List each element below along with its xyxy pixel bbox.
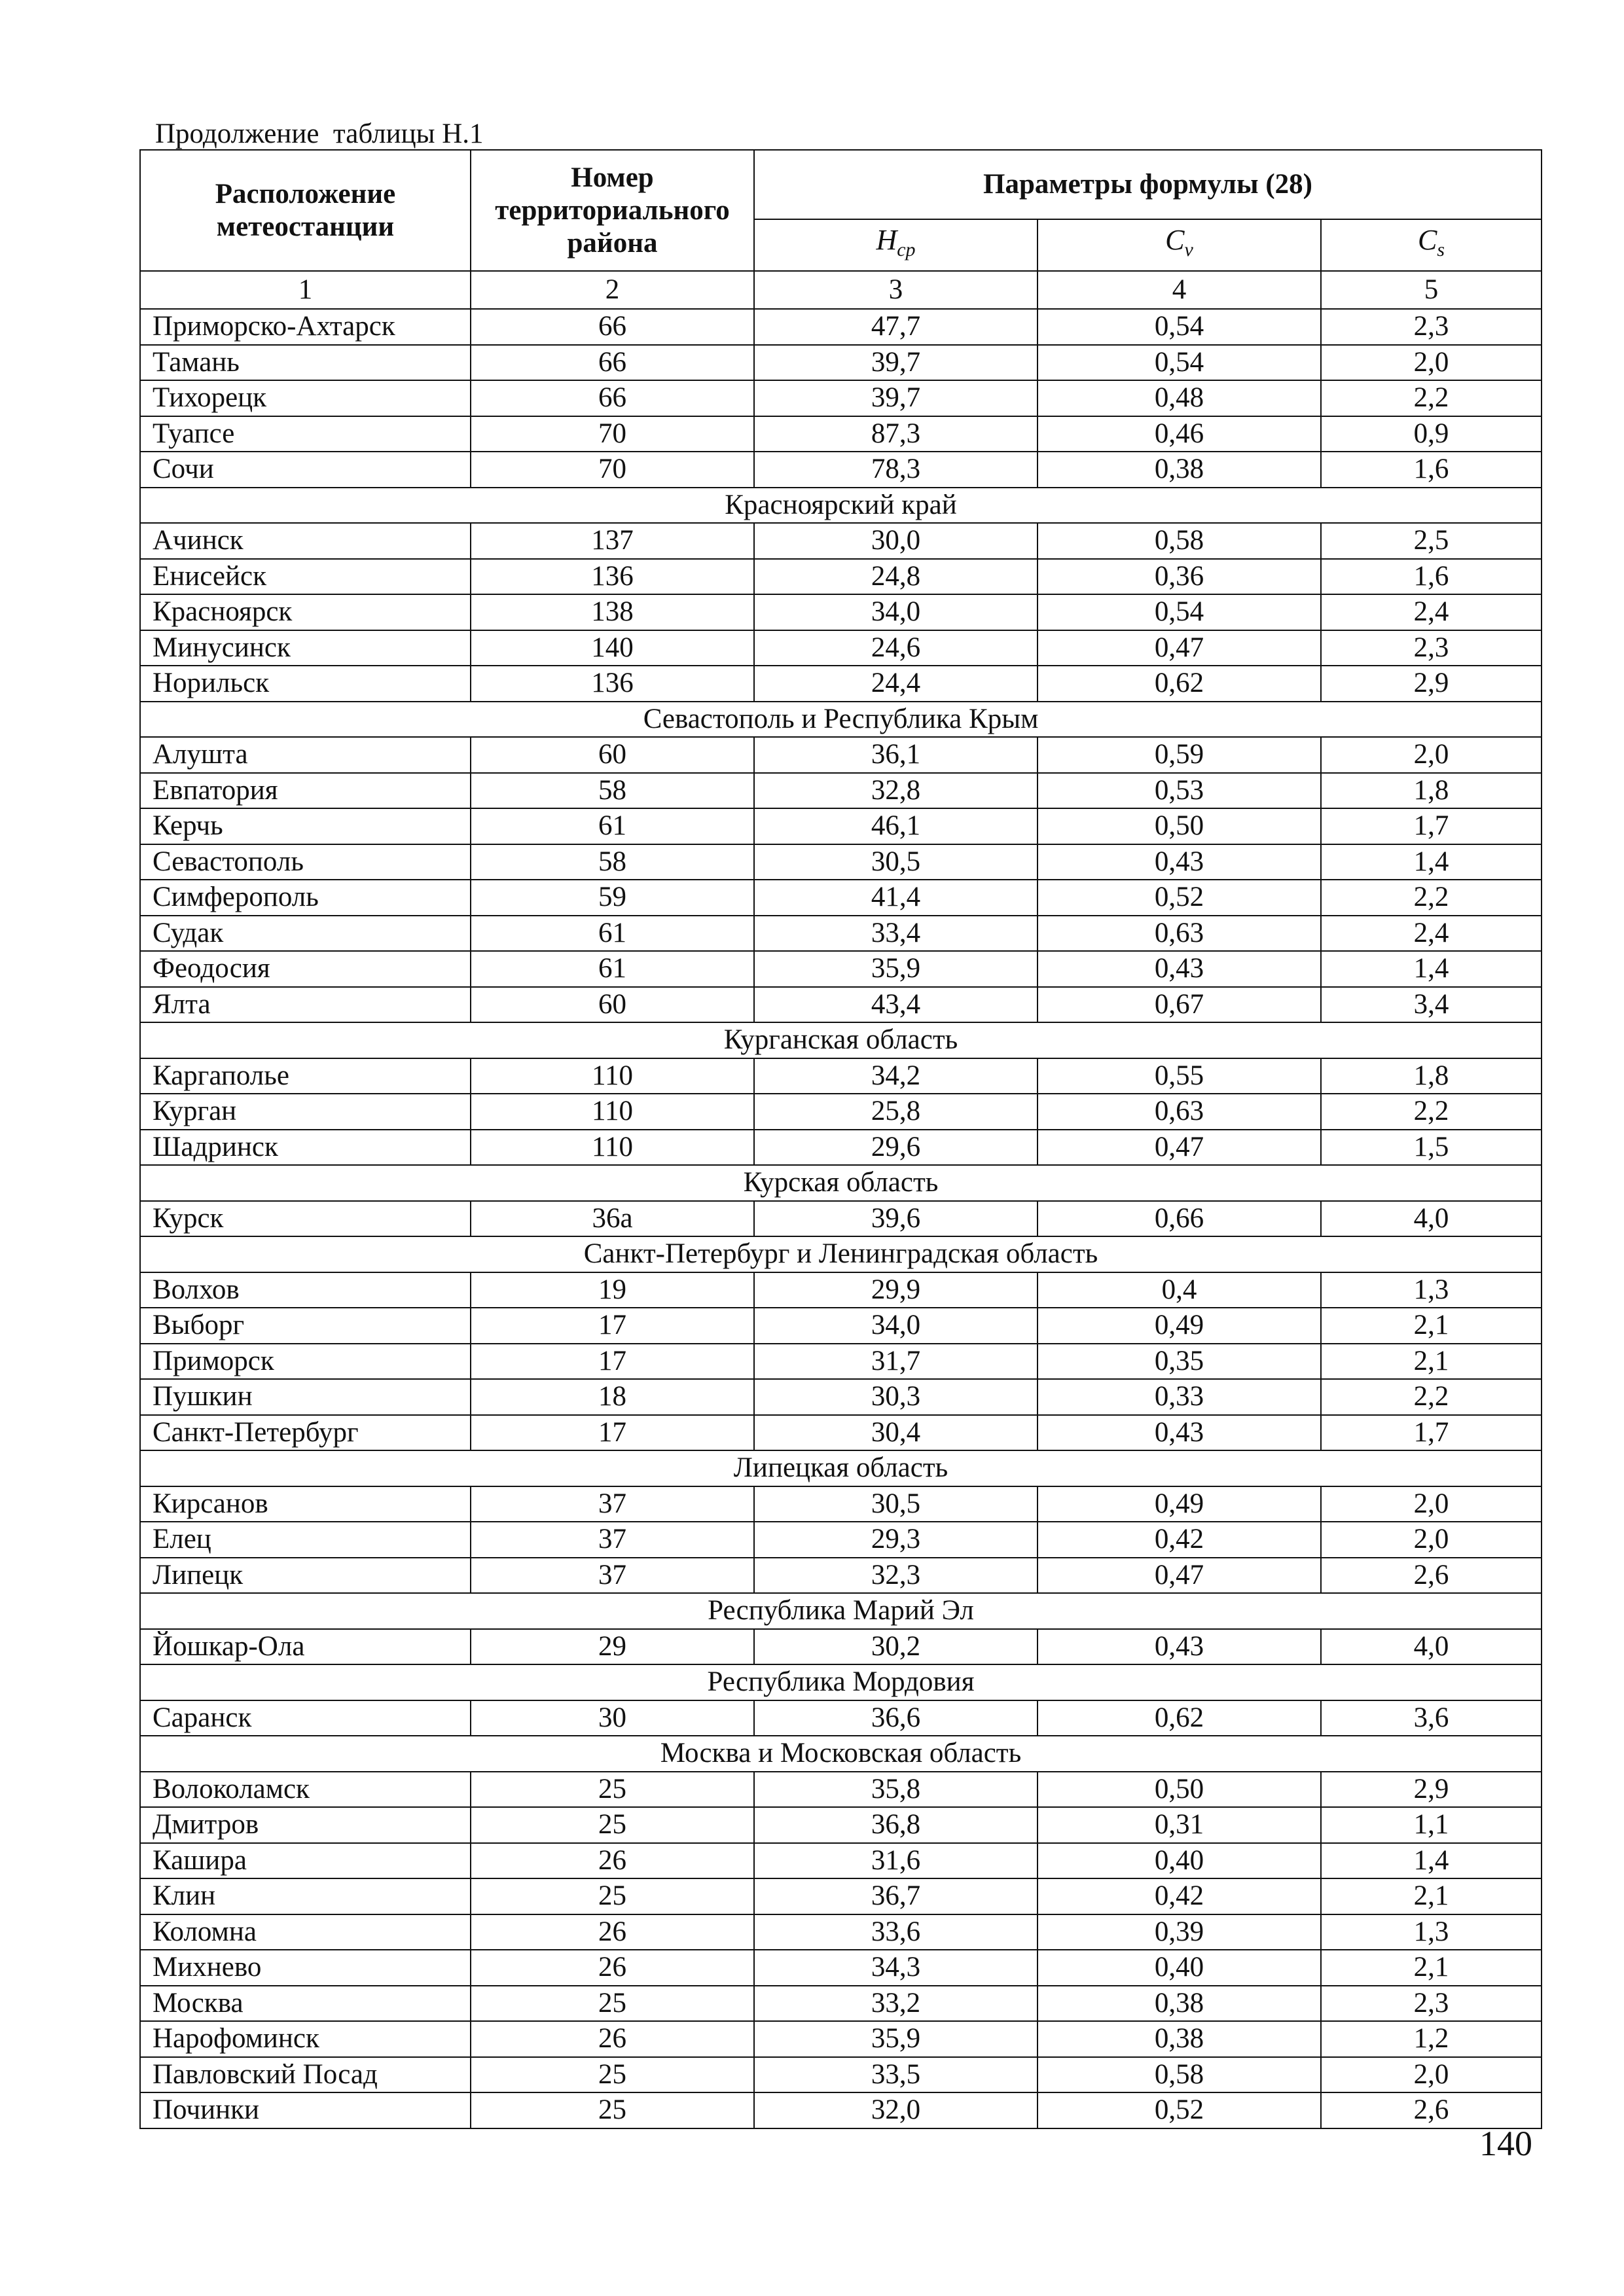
cv-value: 0,55 <box>1038 1058 1321 1094</box>
district-number: 30 <box>471 1700 754 1736</box>
table-row <box>140 1700 1542 1736</box>
district-number: 70 <box>471 416 754 452</box>
cs-value: 3,6 <box>1321 1700 1542 1736</box>
district-number: 26 <box>471 1843 754 1879</box>
h-value: 39,6 <box>754 1201 1038 1237</box>
h-value: 36,7 <box>754 1878 1038 1914</box>
district-number: 18 <box>471 1379 754 1415</box>
district-number: 26 <box>471 2021 754 2057</box>
cs-value: 2,6 <box>1321 2092 1542 2128</box>
station-name: Судак <box>140 916 471 952</box>
station-name: Енисейск <box>140 559 471 595</box>
cv-value: 0,67 <box>1038 987 1321 1023</box>
h-value: 39,7 <box>754 345 1038 381</box>
h-value: 35,9 <box>754 2021 1038 2057</box>
region-heading: Курская область <box>140 1165 1542 1201</box>
station-name: Севастополь <box>140 844 471 880</box>
cv-value: 0,31 <box>1038 1807 1321 1843</box>
h-value: 32,3 <box>754 1558 1038 1594</box>
district-number: 66 <box>471 380 754 416</box>
station-name: Пушкин <box>140 1379 471 1415</box>
district-number: 25 <box>471 1878 754 1914</box>
h-value: 32,8 <box>754 773 1038 809</box>
table-row <box>140 523 1542 559</box>
region-row <box>140 1450 1542 1486</box>
station-name: Феодосия <box>140 951 471 987</box>
h-value: 24,8 <box>754 559 1038 595</box>
station-name: Приморско-Ахтарск <box>140 309 471 345</box>
station-name: Минусинск <box>140 630 471 666</box>
cs-value: 2,9 <box>1321 1772 1542 1808</box>
region-heading: Курганская область <box>140 1022 1542 1058</box>
district-number: 29 <box>471 1629 754 1665</box>
h-value: 30,5 <box>754 844 1038 880</box>
region-row <box>140 488 1542 524</box>
district-number: 59 <box>471 880 754 916</box>
district-number: 60 <box>471 737 754 773</box>
column-number: 5 <box>1321 271 1542 309</box>
cv-value: 0,38 <box>1038 452 1321 488</box>
cv-value: 0,33 <box>1038 1379 1321 1415</box>
h-value: 34,3 <box>754 1950 1038 1986</box>
cs-value: 2,2 <box>1321 880 1542 916</box>
table-row <box>140 2057 1542 2093</box>
district-number: 25 <box>471 2057 754 2093</box>
station-name: Тихорецк <box>140 380 471 416</box>
district-number: 37 <box>471 1486 754 1522</box>
h-value: 35,8 <box>754 1772 1038 1808</box>
table-row <box>140 1130 1542 1166</box>
cs-value: 4,0 <box>1321 1201 1542 1237</box>
district-number: 17 <box>471 1344 754 1380</box>
cv-value: 0,62 <box>1038 1700 1321 1736</box>
h-value: 29,6 <box>754 1130 1038 1166</box>
station-name: Норильск <box>140 666 471 702</box>
table-row <box>140 1950 1542 1986</box>
table-row <box>140 987 1542 1023</box>
cv-value: 0,48 <box>1038 380 1321 416</box>
region-row <box>140 1664 1542 1700</box>
h-value: 87,3 <box>754 416 1038 452</box>
region-row <box>140 1593 1542 1629</box>
h-value: 78,3 <box>754 452 1038 488</box>
h-value: 30,4 <box>754 1415 1038 1451</box>
cs-value: 2,1 <box>1321 1950 1542 1986</box>
cs-value: 2,2 <box>1321 380 1542 416</box>
h-value: 24,6 <box>754 630 1038 666</box>
table-row <box>140 1344 1542 1380</box>
cs-value: 2,5 <box>1321 523 1542 559</box>
region-heading: Липецкая область <box>140 1450 1542 1486</box>
column-number: 3 <box>754 271 1038 309</box>
district-number: 25 <box>471 1807 754 1843</box>
district-number: 26 <box>471 1950 754 1986</box>
h-value: 29,3 <box>754 1522 1038 1558</box>
district-number: 61 <box>471 951 754 987</box>
h-value: 39,7 <box>754 380 1038 416</box>
table-header <box>140 150 1542 309</box>
station-name: Михнево <box>140 1950 471 1986</box>
cv-value: 0,47 <box>1038 1558 1321 1594</box>
cs-value: 1,3 <box>1321 1272 1542 1308</box>
cs-value: 2,4 <box>1321 594 1542 630</box>
district-number: 110 <box>471 1058 754 1094</box>
station-name: Ачинск <box>140 523 471 559</box>
cv-value: 0,66 <box>1038 1201 1321 1237</box>
table-row <box>140 1629 1542 1665</box>
table-row <box>140 1986 1542 2022</box>
header-district: Номер территориального района <box>471 150 754 271</box>
cs-value: 2,0 <box>1321 2057 1542 2093</box>
table-row <box>140 2021 1542 2057</box>
station-name: Каргаполье <box>140 1058 471 1094</box>
table-row <box>140 951 1542 987</box>
district-number: 19 <box>471 1272 754 1308</box>
cv-value: 0,63 <box>1038 916 1321 952</box>
page-number: 140 <box>1479 2124 1532 2163</box>
station-name: Москва <box>140 1986 471 2022</box>
district-number: 140 <box>471 630 754 666</box>
h-value: 34,0 <box>754 1308 1038 1344</box>
cs-value: 1,1 <box>1321 1807 1542 1843</box>
cv-value: 0,52 <box>1038 2092 1321 2128</box>
station-name: Курган <box>140 1094 471 1130</box>
table-row <box>140 1914 1542 1950</box>
region-heading: Санкт-Петербург и Ленинградская область <box>140 1236 1542 1272</box>
cs-value: 1,5 <box>1321 1130 1542 1166</box>
station-name: Санкт-Петербург <box>140 1415 471 1451</box>
cv-value: 0,4 <box>1038 1272 1321 1308</box>
region-heading: Севастополь и Республика Крым <box>140 702 1542 738</box>
cv-value: 0,63 <box>1038 1094 1321 1130</box>
station-name: Туапсе <box>140 416 471 452</box>
header-params: Параметры формулы (28) <box>754 150 1542 219</box>
cv-value: 0,54 <box>1038 309 1321 345</box>
h-value: 30,2 <box>754 1629 1038 1665</box>
cs-value: 1,4 <box>1321 844 1542 880</box>
station-name: Курск <box>140 1201 471 1237</box>
cs-value: 2,0 <box>1321 1486 1542 1522</box>
station-name: Починки <box>140 2092 471 2128</box>
station-name: Павловский Посад <box>140 2057 471 2093</box>
table-caption: Продолжение таблицы Н.1 <box>155 118 484 149</box>
table-row <box>140 880 1542 916</box>
h-value: 41,4 <box>754 880 1038 916</box>
station-name: Кашира <box>140 1843 471 1879</box>
column-number: 1 <box>140 271 471 309</box>
table-row <box>140 1094 1542 1130</box>
district-number: 17 <box>471 1415 754 1451</box>
cv-value: 0,50 <box>1038 808 1321 844</box>
station-name: Волоколамск <box>140 1772 471 1808</box>
district-number: 136 <box>471 666 754 702</box>
station-name: Керчь <box>140 808 471 844</box>
cv-value: 0,35 <box>1038 1344 1321 1380</box>
cs-value: 2,0 <box>1321 1522 1542 1558</box>
district-number: 26 <box>471 1914 754 1950</box>
table-row <box>140 594 1542 630</box>
table-row <box>140 416 1542 452</box>
h-value: 36,6 <box>754 1700 1038 1736</box>
cs-value: 4,0 <box>1321 1629 1542 1665</box>
table-row <box>140 309 1542 345</box>
cs-value: 2,4 <box>1321 916 1542 952</box>
cv-value: 0,54 <box>1038 594 1321 630</box>
station-name: Алушта <box>140 737 471 773</box>
cs-value: 2,1 <box>1321 1878 1542 1914</box>
station-name: Тамань <box>140 345 471 381</box>
station-name: Красноярск <box>140 594 471 630</box>
h-value: 32,0 <box>754 2092 1038 2128</box>
table-row <box>140 1522 1542 1558</box>
h-value: 35,9 <box>754 951 1038 987</box>
station-name: Сочи <box>140 452 471 488</box>
region-heading: Красноярский край <box>140 488 1542 524</box>
station-name: Елец <box>140 1522 471 1558</box>
cv-value: 0,52 <box>1038 880 1321 916</box>
cv-value: 0,49 <box>1038 1308 1321 1344</box>
cs-value: 2,2 <box>1321 1379 1542 1415</box>
table-row <box>140 630 1542 666</box>
cs-value: 2,1 <box>1321 1308 1542 1344</box>
cv-value: 0,46 <box>1038 416 1321 452</box>
table-row <box>140 808 1542 844</box>
table-row <box>140 666 1542 702</box>
district-number: 138 <box>471 594 754 630</box>
region-row <box>140 1236 1542 1272</box>
cv-value: 0,59 <box>1038 737 1321 773</box>
region-row <box>140 1022 1542 1058</box>
h-value: 24,4 <box>754 666 1038 702</box>
region-heading: Республика Мордовия <box>140 1664 1542 1700</box>
h-value: 34,2 <box>754 1058 1038 1094</box>
district-number: 25 <box>471 2092 754 2128</box>
cs-value: 3,4 <box>1321 987 1542 1023</box>
h-value: 29,9 <box>754 1272 1038 1308</box>
table-row <box>140 1486 1542 1522</box>
table-row <box>140 1201 1542 1237</box>
table-row <box>140 2092 1542 2128</box>
cv-value: 0,43 <box>1038 1415 1321 1451</box>
region-heading: Москва и Московская область <box>140 1736 1542 1772</box>
h-value: 31,6 <box>754 1843 1038 1879</box>
region-row <box>140 1165 1542 1201</box>
h-value: 30,5 <box>754 1486 1038 1522</box>
district-number: 58 <box>471 844 754 880</box>
header-h: $H_{ср}$ <box>754 219 1038 271</box>
station-name: Коломна <box>140 1914 471 1950</box>
cv-value: 0,38 <box>1038 1986 1321 2022</box>
table-row <box>140 737 1542 773</box>
parameters-table <box>139 149 1542 2129</box>
cv-value: 0,38 <box>1038 2021 1321 2057</box>
cs-value: 2,2 <box>1321 1094 1542 1130</box>
table-row <box>140 1843 1542 1879</box>
cv-value: 0,43 <box>1038 1629 1321 1665</box>
table-row <box>140 559 1542 595</box>
district-number: 37 <box>471 1522 754 1558</box>
station-name: Выборг <box>140 1308 471 1344</box>
district-number: 36а <box>471 1201 754 1237</box>
h-value: 30,3 <box>754 1379 1038 1415</box>
cv-value: 0,47 <box>1038 630 1321 666</box>
cv-value: 0,62 <box>1038 666 1321 702</box>
cv-value: 0,39 <box>1038 1914 1321 1950</box>
district-number: 110 <box>471 1094 754 1130</box>
region-heading: Республика Марий Эл <box>140 1593 1542 1629</box>
cs-value: 0,9 <box>1321 416 1542 452</box>
cv-value: 0,50 <box>1038 1772 1321 1808</box>
station-name: Дмитров <box>140 1807 471 1843</box>
table-row <box>140 844 1542 880</box>
cs-value: 2,3 <box>1321 630 1542 666</box>
table-row <box>140 380 1542 416</box>
station-name: Приморск <box>140 1344 471 1380</box>
table-row <box>140 1772 1542 1808</box>
h-value: 47,7 <box>754 309 1038 345</box>
station-name: Волхов <box>140 1272 471 1308</box>
cv-value: 0,53 <box>1038 773 1321 809</box>
h-value: 43,4 <box>754 987 1038 1023</box>
district-number: 70 <box>471 452 754 488</box>
cv-value: 0,58 <box>1038 2057 1321 2093</box>
cv-value: 0,42 <box>1038 1878 1321 1914</box>
station-name: Кирсанов <box>140 1486 471 1522</box>
column-number: 2 <box>471 271 754 309</box>
h-value: 33,6 <box>754 1914 1038 1950</box>
cs-value: 2,0 <box>1321 737 1542 773</box>
cv-value: 0,43 <box>1038 951 1321 987</box>
station-name: Йошкар-Ола <box>140 1629 471 1665</box>
region-row <box>140 702 1542 738</box>
table-row <box>140 1807 1542 1843</box>
cs-value: 2,6 <box>1321 1558 1542 1594</box>
table-row <box>140 916 1542 952</box>
cs-value: 2,3 <box>1321 309 1542 345</box>
h-value: 30,0 <box>754 523 1038 559</box>
station-name: Шадринск <box>140 1130 471 1166</box>
h-value: 25,8 <box>754 1094 1038 1130</box>
h-value: 33,5 <box>754 2057 1038 2093</box>
cv-value: 0,36 <box>1038 559 1321 595</box>
district-number: 66 <box>471 309 754 345</box>
station-name: Ялта <box>140 987 471 1023</box>
station-name: Липецк <box>140 1558 471 1594</box>
h-value: 46,1 <box>754 808 1038 844</box>
station-name: Симферополь <box>140 880 471 916</box>
cv-value: 0,58 <box>1038 523 1321 559</box>
district-number: 110 <box>471 1130 754 1166</box>
column-numbers-row <box>140 271 1542 309</box>
cs-value: 1,3 <box>1321 1914 1542 1950</box>
cs-value: 1,2 <box>1321 2021 1542 2057</box>
district-number: 66 <box>471 345 754 381</box>
cs-value: 1,4 <box>1321 951 1542 987</box>
h-value: 33,2 <box>754 1986 1038 2022</box>
district-number: 58 <box>471 773 754 809</box>
cs-value: 2,0 <box>1321 345 1542 381</box>
cv-value: 0,49 <box>1038 1486 1321 1522</box>
h-value: 34,0 <box>754 594 1038 630</box>
table-row <box>140 452 1542 488</box>
district-number: 17 <box>471 1308 754 1344</box>
h-value: 36,1 <box>754 737 1038 773</box>
cv-value: 0,42 <box>1038 1522 1321 1558</box>
cv-value: 0,54 <box>1038 345 1321 381</box>
table-row <box>140 1379 1542 1415</box>
cs-value: 1,4 <box>1321 1843 1542 1879</box>
cs-value: 2,1 <box>1321 1344 1542 1380</box>
cs-value: 1,8 <box>1321 773 1542 809</box>
header-cs: $C_s$ <box>1321 219 1542 271</box>
district-number: 137 <box>471 523 754 559</box>
cv-value: 0,40 <box>1038 1843 1321 1879</box>
header-cv: $C_v$ <box>1038 219 1321 271</box>
cv-value: 0,43 <box>1038 844 1321 880</box>
district-number: 60 <box>471 987 754 1023</box>
district-number: 37 <box>471 1558 754 1594</box>
cs-value: 1,6 <box>1321 452 1542 488</box>
table-row <box>140 345 1542 381</box>
cs-value: 1,8 <box>1321 1058 1542 1094</box>
station-name: Нарофоминск <box>140 2021 471 2057</box>
district-number: 61 <box>471 916 754 952</box>
region-row <box>140 1736 1542 1772</box>
header-location: Расположение метеостанции <box>140 150 471 271</box>
district-number: 25 <box>471 1772 754 1808</box>
station-name: Клин <box>140 1878 471 1914</box>
cv-value: 0,40 <box>1038 1950 1321 1986</box>
table-row <box>140 1415 1542 1451</box>
table-row <box>140 1272 1542 1308</box>
table-row <box>140 1558 1542 1594</box>
station-name: Евпатория <box>140 773 471 809</box>
h-value: 33,4 <box>754 916 1038 952</box>
cs-value: 1,7 <box>1321 1415 1542 1451</box>
district-number: 136 <box>471 559 754 595</box>
cs-value: 1,7 <box>1321 808 1542 844</box>
table-body <box>140 309 1542 2128</box>
column-number: 4 <box>1038 271 1321 309</box>
table-row <box>140 773 1542 809</box>
district-number: 61 <box>471 808 754 844</box>
table-row <box>140 1878 1542 1914</box>
station-name: Саранск <box>140 1700 471 1736</box>
cv-value: 0,47 <box>1038 1130 1321 1166</box>
cs-value: 2,9 <box>1321 666 1542 702</box>
cs-value: 2,3 <box>1321 1986 1542 2022</box>
h-value: 31,7 <box>754 1344 1038 1380</box>
table-row <box>140 1308 1542 1344</box>
h-value: 36,8 <box>754 1807 1038 1843</box>
table-row <box>140 1058 1542 1094</box>
cs-value: 1,6 <box>1321 559 1542 595</box>
district-number: 25 <box>471 1986 754 2022</box>
